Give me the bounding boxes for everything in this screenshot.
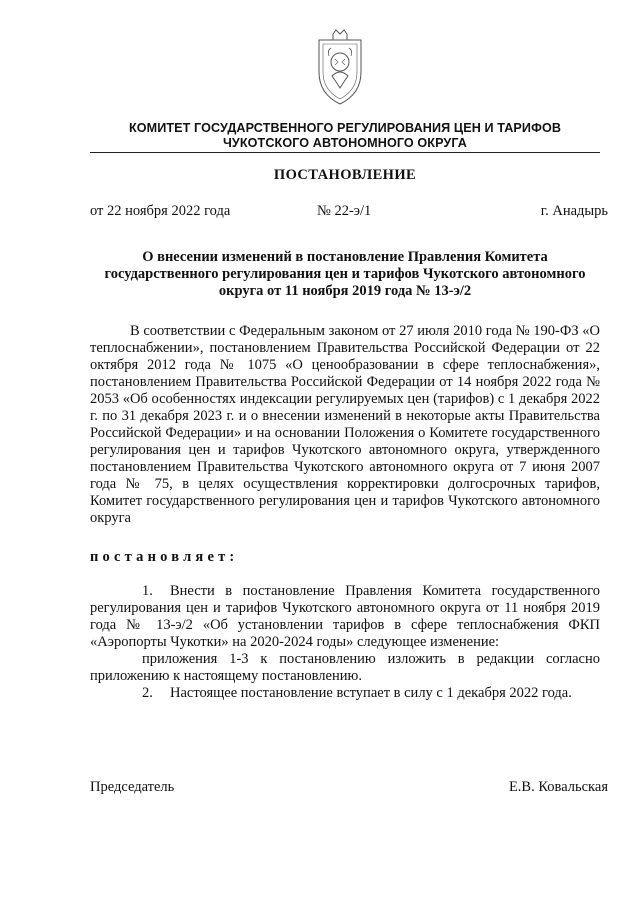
resolves-heading: постановляет: [90, 549, 239, 565]
org-name-line2: ЧУКОТСКОГО АВТОНОМНОГО ОКРУГА [222, 136, 468, 150]
signatory-name: Е.В. Ковальская [508, 779, 608, 795]
item-1-number: 1. [142, 583, 153, 599]
item-2 [90, 685, 600, 702]
document-place: г. Анадырь [540, 203, 608, 219]
signatory-role: Председатель [90, 779, 175, 795]
org-name-line1: КОМИТЕТ ГОСУДАРСТВЕННОГО РЕГУЛИРОВАНИЯ ЦЕН И ТАРИФОВ [128, 121, 562, 135]
item-2-number: 2. [142, 685, 153, 701]
document-type: ПОСТАНОВЛЕНИЕ [273, 167, 417, 183]
document-number: № 22-э/1 [317, 203, 372, 219]
item-1-text: Внести в постановление Правления Комитета государственного регулирования цен и тарифов Чукотского автономного округа от 11 ноября 2019 года № 13-э/2 «Об установлении тарифов в сфере теплоснабжения ФКП «Аэропорты Чукотки» на 2020-2024 годы» следующее изменение: [90, 583, 600, 650]
coat-of-arms-icon [305, 28, 375, 110]
preamble-paragraph: В соответствии с Федеральным законом от 27 июля 2010 года № 190-ФЗ «О теплоснабжении», постановлением Правительства Российской Федерации от 22 октября 2012 года № 1075 «О ценообразовании в сфере теплоснабжения», постановлением Правительства Российской Федерации от 14 ноября 2022 года № 2053 «Об особенностях индексации регулируемых цен (тарифов) с 1 декабря 2022 г. по 31 декабря 2023 г. и о внесении изменений в некоторые акты Правительства Российской Федерации» и на основании Положения о Комитете государственного регулирования цен и тарифов Чукотского автономного округа, утвержденного постановлением Правительства Чукотского автономного округа от 7 июня 2007 года № 75, в целях осуществления корректировки долгосрочных тарифов, Комитет государственного регулирования цен и тарифов Чукотского автономного округа [90, 323, 600, 526]
document-title: О внесении изменений в постановление Правления Комитета государственного регулирования цен и тарифов Чукотского автономного округа от 11 ноября 2019 года № 13-э/2 [104, 249, 586, 299]
document-date: от 22 ноября 2022 года [90, 203, 231, 219]
header-divider [90, 152, 600, 153]
item-2-text: Настоящее постановление вступает в силу с 1 декабря 2022 года. [170, 685, 572, 701]
item-1-subparagraph: приложения 1-3 к постановлению изложить в редакции согласно приложению к настоящему постановлению. [90, 651, 600, 684]
item-1 [90, 583, 600, 651]
